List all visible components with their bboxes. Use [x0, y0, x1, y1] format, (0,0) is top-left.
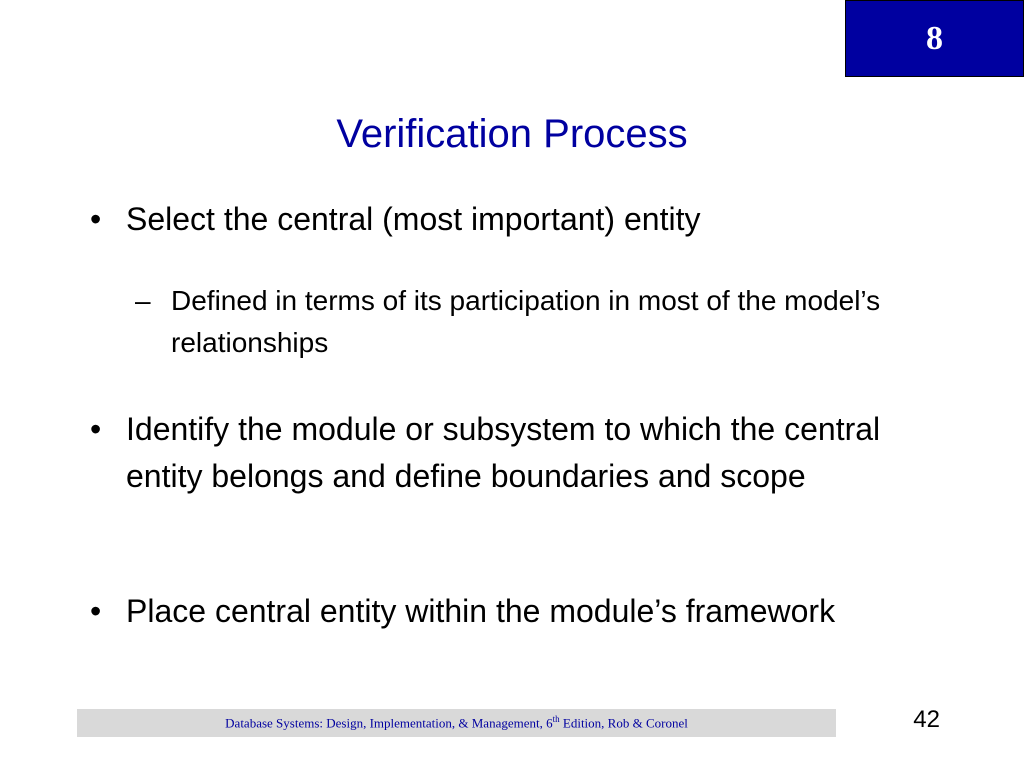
sub-bullet-text: Defined in terms of its participation in most of the model’s relationships — [171, 285, 881, 358]
footer-text-tail: Edition, Rob & Coronel — [559, 715, 688, 731]
footer-citation — [77, 709, 836, 737]
footer-text-main: Database Systems: Design, Implementation, & Management, 6 — [225, 715, 553, 731]
footer-citation-text — [225, 714, 688, 731]
bullet-text: Place central entity within the module’s framework — [126, 593, 836, 629]
bullet-text: Select the central (most important) entity — [126, 201, 701, 237]
sub-bullet-item — [135, 280, 925, 364]
bullet-marker: • — [90, 593, 102, 629]
chapter-number: 8 — [926, 19, 943, 57]
bullet-item — [90, 588, 850, 635]
sub-bullet-marker: – — [135, 285, 151, 316]
bullet-marker: • — [90, 201, 102, 237]
page-number: 42 — [913, 706, 940, 733]
bullet-marker: • — [90, 411, 102, 447]
bullet-item — [90, 196, 970, 243]
slide-title: Verification Process — [336, 112, 688, 156]
bullet-item — [90, 406, 950, 500]
footer-superscript: th — [552, 714, 560, 725]
bullet-text: Identify the module or subsystem to which the central entity belongs and define boundaries and scope — [126, 411, 881, 494]
